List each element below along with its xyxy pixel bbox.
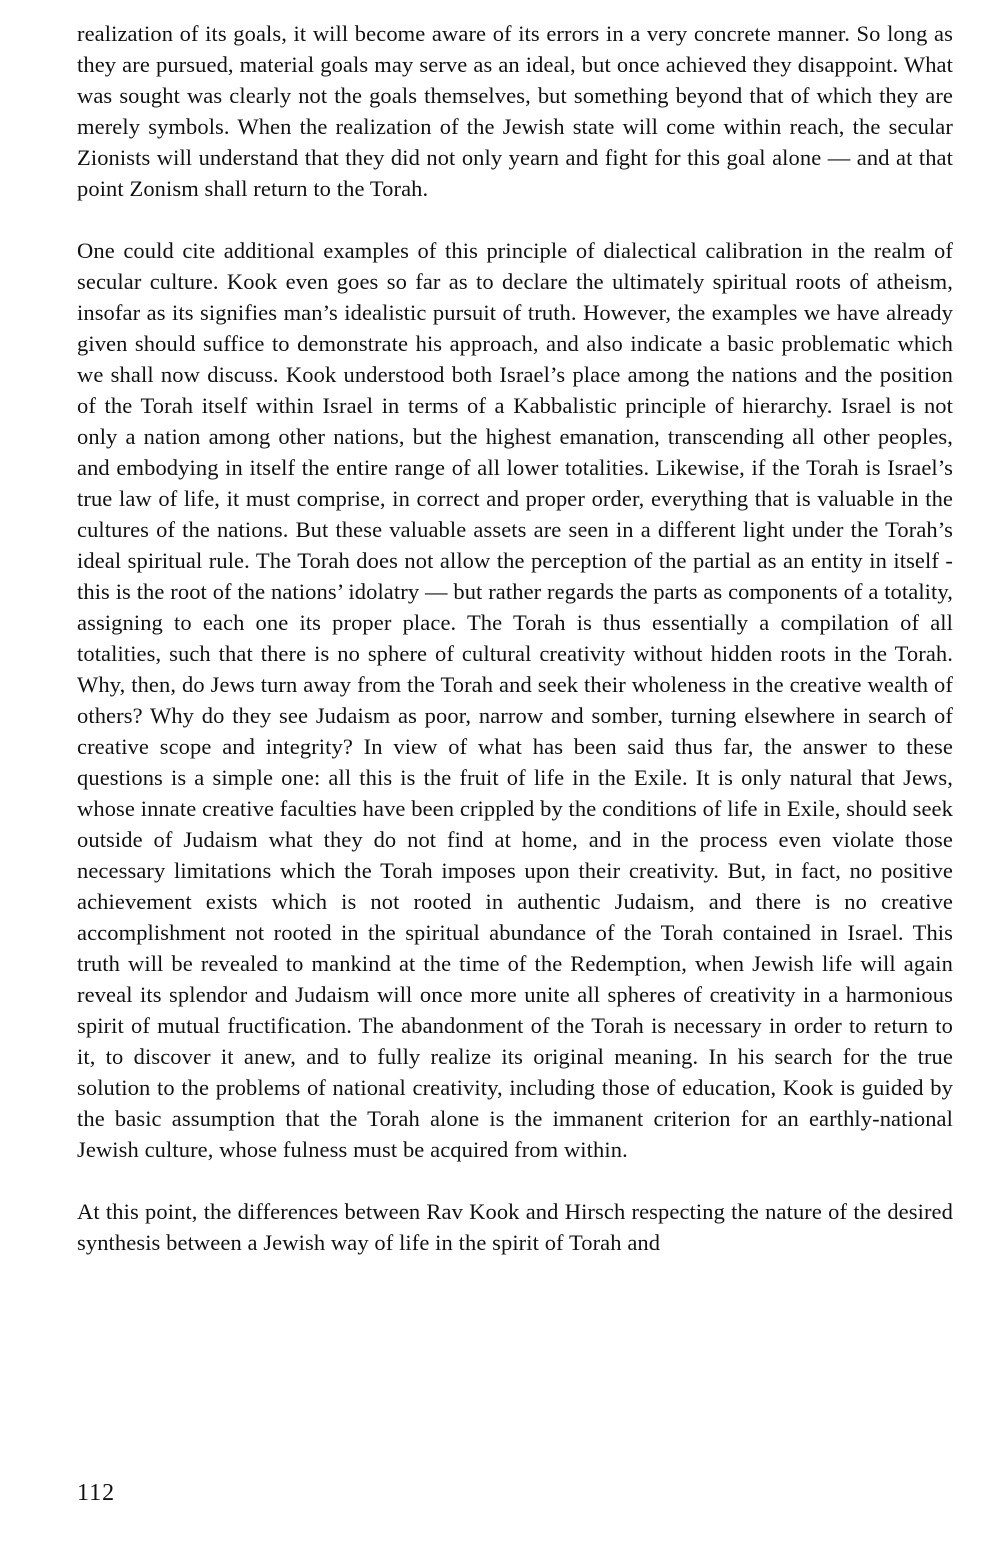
paragraph-3: At this point, the differences between Rav Kook and Hirsch respecting the nature of the desired synthesis between a Jewish way of life in the spirit of Torah and <box>77 1199 953 1255</box>
body-text <box>77 18 953 1258</box>
paragraph-2: One could cite additional examples of this principle of dialectical calibration in the realm of secular culture. Kook even goes so far as to declare the ultimately spiritual roots of atheism, insofar as its signifies man’s idealistic pursuit of truth. However, the examples we have already given should suffice to demonstrate his approach, and also indicate a basic problematic which we shall now discuss. Kook understood both Israel’s place among the nations and the position of the Torah itself within Israel in terms of a Kabbalistic principle of hierarchy. Israel is not only a nation among other nations, but the highest emanation, transcending all other peoples, and embodying in itself the entire range of all lower totalities. Likewise, if the Torah is Israel’s true law of life, it must comprise, in correct and proper order, everything that is valuable in the cultures of the nations. But these valuable assets are seen in a different light under the Torah’s ideal spiritual rule. The Torah does not allow the perception of the partial as an entity in itself - this is the root of the nations’ idolatry — but rather regards the parts as components of a totality, assigning to each one its proper place. The Torah is thus essentially a compilation of all totalities, such that there is no sphere of cultural creativity without hidden roots in the Torah. Why, then, do Jews turn away from the Torah and seek their wholeness in the creative wealth of others? Why do they see Judaism as poor, narrow and somber, turning elsewhere in search of creative scope and integrity? In view of what has been said thus far, the answer to these questions is a simple one: all this is the fruit of life in the Exile. It is only natural that Jews, whose innate creative faculties have been crippled by the conditions of life in Exile, should seek outside of Judaism what they do not find at home, and in the process even violate those necessary limitations which the Torah imposes upon their creativity. But, in fact, no positive achievement exists which is not rooted in authentic Judaism, and there is no creative accomplishment not rooted in the spiritual abundance of the Torah contained in Israel. This truth will be revealed to mankind at the time of the Redemption, when Jewish life will again reveal its splendor and Judaism will once more unite all spheres of creativity in a harmonious spirit of mutual fructification. The abandonment of the Torah is necessary in order to return to it, to discover it anew, and to fully realize its original meaning. In his search for the true solution to the problems of national creativity, including those of education, Kook is guided by the basic assumption that the Torah alone is the immanent criterion for an earthly-national Jewish culture, whose fulness must be acquired from within. <box>77 238 953 1162</box>
page-number: 112 <box>77 1480 116 1506</box>
paragraph-1: realization of its goals, it will become aware of its errors in a very concrete manner. So long as they are pursued, material goals may serve as an ideal, but once achieved they disappoint. What was sought was clearly not the goals themselves, but something beyond that of which they are merely symbols. When the realization of the Jewish state will come within reach, the secular Zionists will understand that they did not only yearn and fight for this goal alone — and at that point Zonism shall return to the Torah. <box>77 21 953 201</box>
